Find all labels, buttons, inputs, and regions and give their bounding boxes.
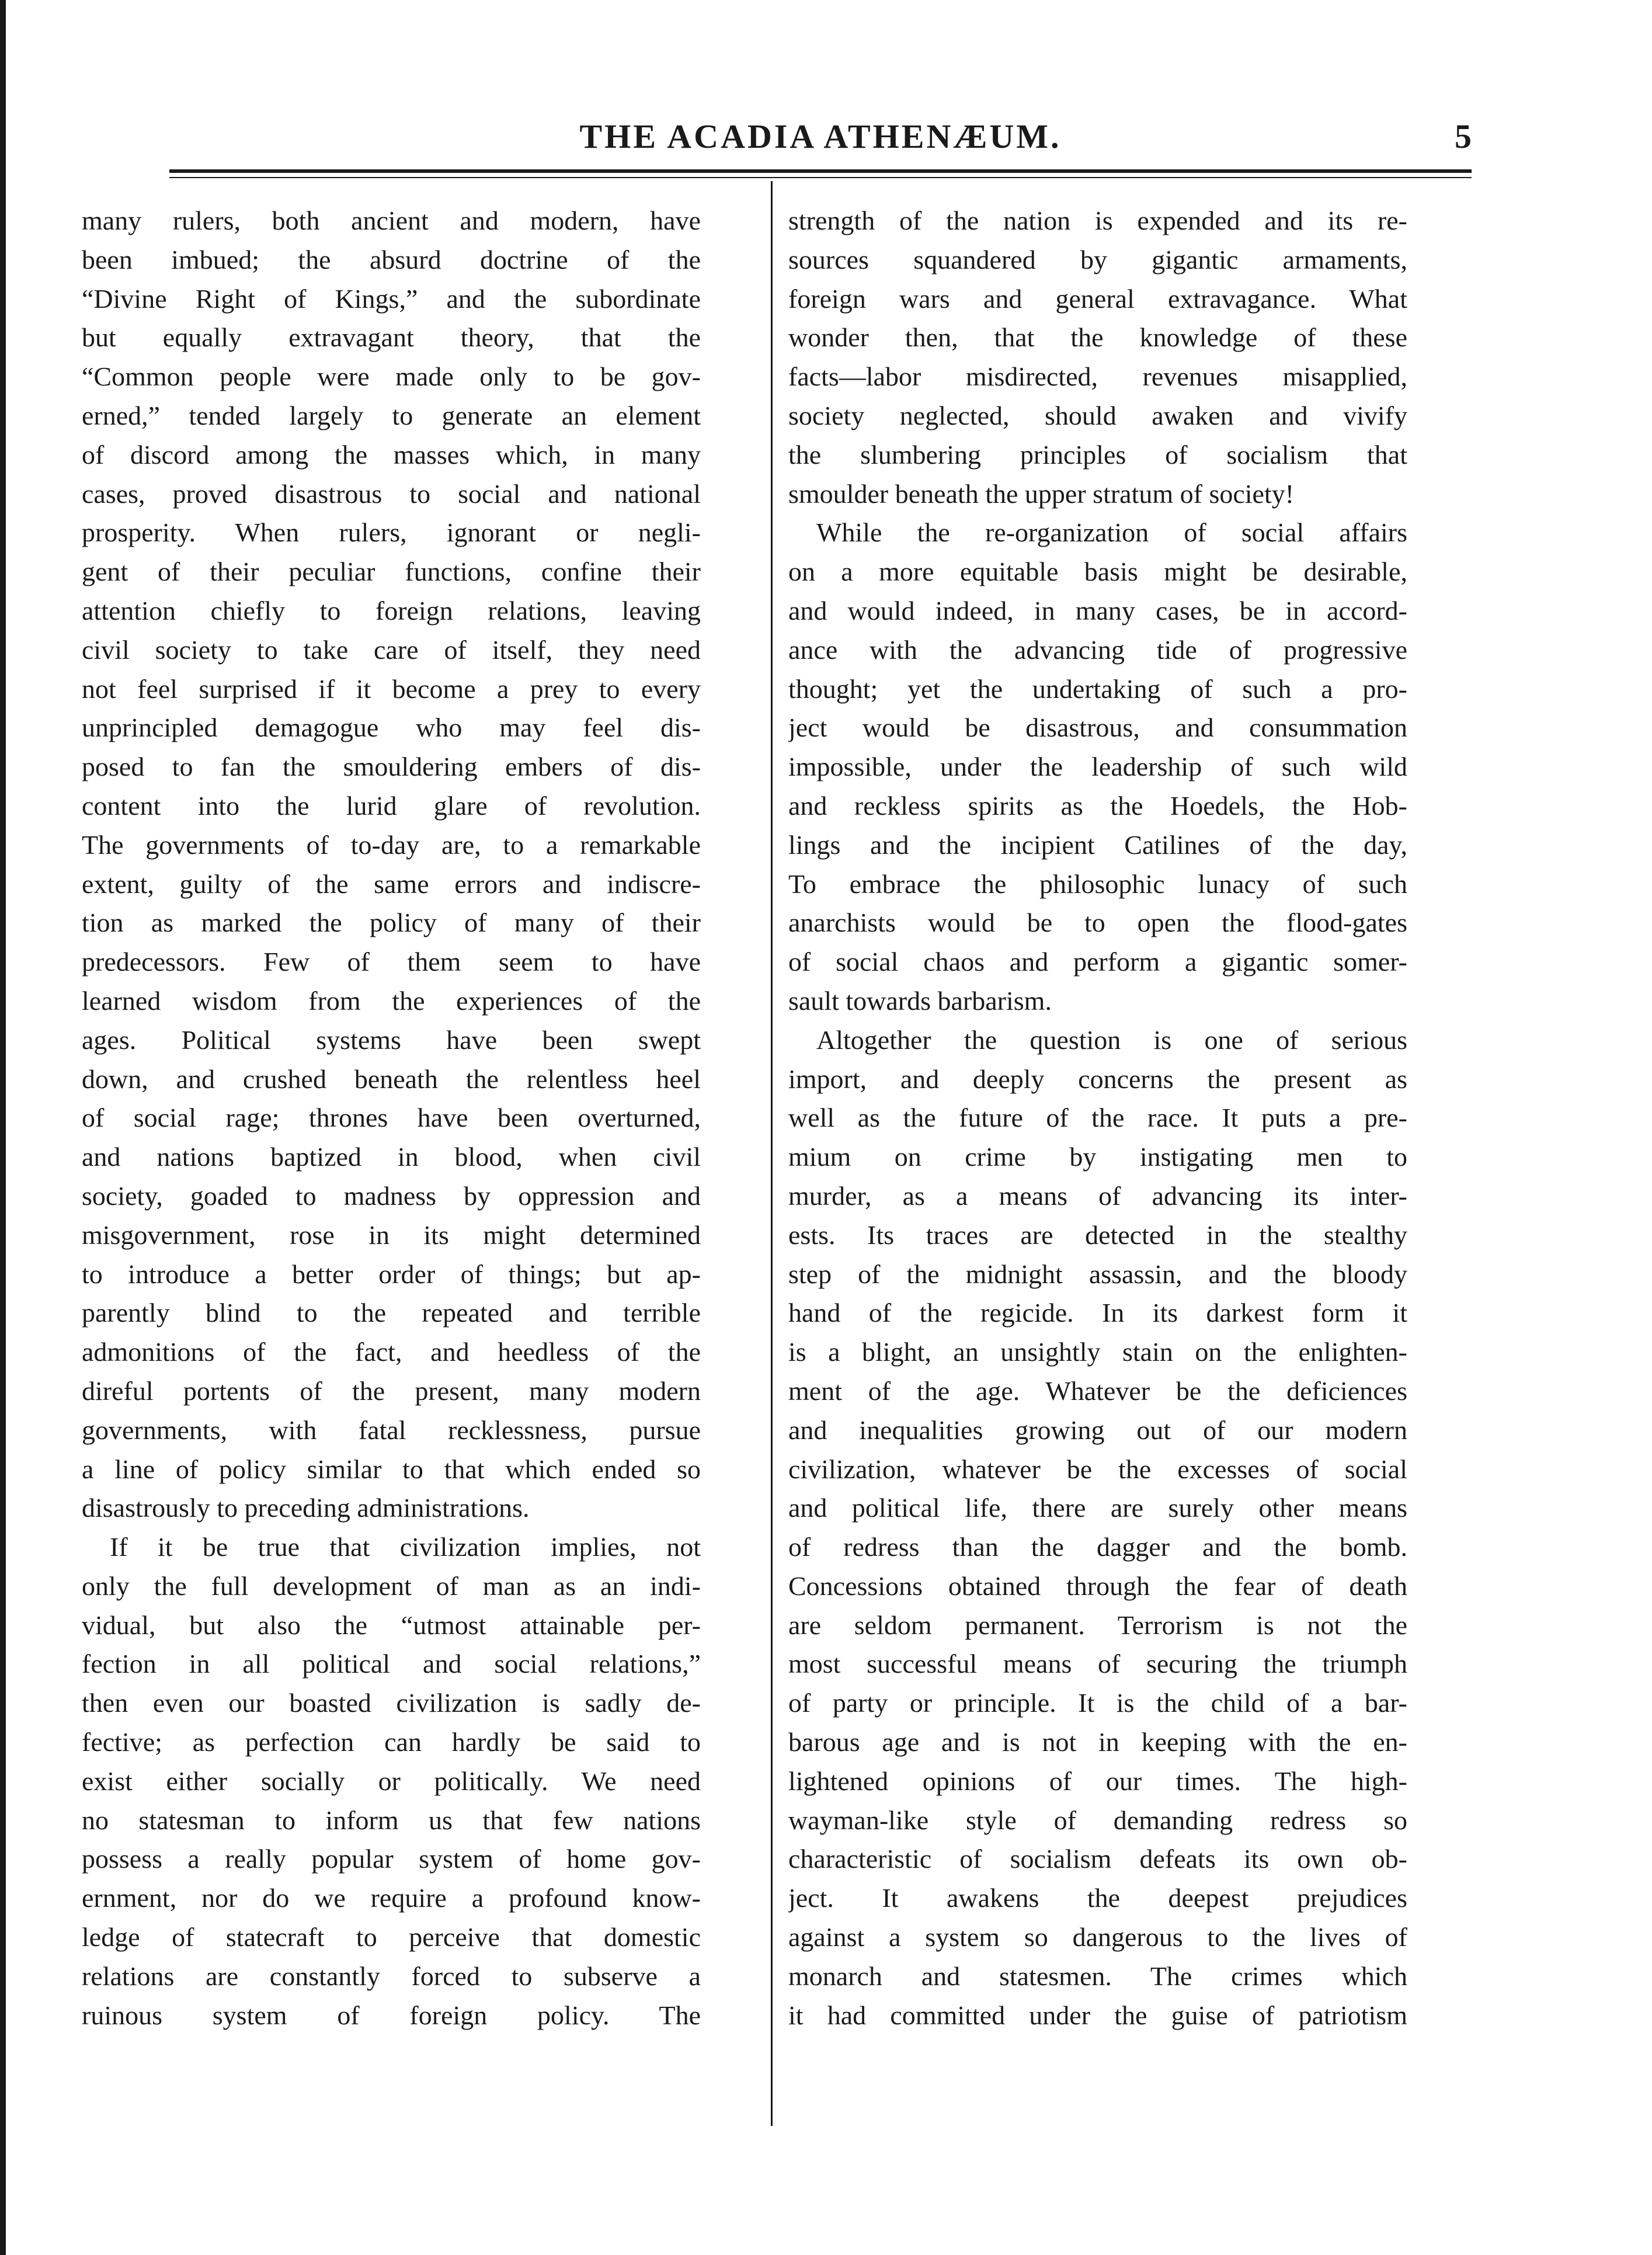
text-line: posed to fan the smouldering embers of dis- [82, 752, 701, 782]
text-line: not feel surprised if it become a prey to every [82, 673, 701, 704]
text-line: is a blight, an unsightly stain on the enlighten- [788, 1337, 1407, 1367]
text-line: no statesman to inform us that few nations [82, 1805, 701, 1835]
text-line: facts—labor misdirected, revenues misapplied, [788, 362, 1407, 392]
text-line: sault towards barbarism. [788, 985, 1052, 1016]
text-line: ests. Its traces are detected in the stealthy [788, 1219, 1407, 1250]
text-line: predecessors. Few of them seem to have [82, 947, 701, 977]
text-line: ages. Political systems have been swept [82, 1024, 701, 1055]
running-header [169, 111, 1472, 164]
header-rule-thin [169, 177, 1472, 178]
text-line: and inequalities growing out of our modern [788, 1415, 1407, 1445]
page-number: 5 [1455, 117, 1472, 155]
text-line: misgovernment, rose in its might determined [82, 1219, 701, 1250]
text-line: hand of the regicide. In its darkest form it [788, 1298, 1407, 1328]
text-line: cases, proved disastrous to social and national [82, 478, 701, 509]
header-rule-thick [169, 169, 1472, 173]
text-line: relations are constantly forced to subserve a [82, 1961, 701, 1991]
text-line: civilization, whatever be the excesses of social [788, 1454, 1407, 1484]
text-line: Altogether the question is one of serious [816, 1024, 1407, 1055]
text-line: civil society to take care of itself, they need [82, 634, 701, 665]
text-line: thought; yet the undertaking of such a pro- [788, 673, 1407, 704]
text-line: direful portents of the present, many modern [82, 1375, 701, 1406]
text-line: attention chiefly to foreign relations, leaving [82, 595, 701, 626]
text-line: fective; as perfection can hardly be said to [82, 1727, 701, 1757]
left-column [82, 201, 701, 2129]
text-line: lings and the incipient Catilines of the day, [788, 829, 1407, 860]
text-line: ruinous system of foreign policy. The [82, 2000, 701, 2030]
text-line: of discord among the masses which, in many [82, 439, 701, 470]
text-line: vidual, but also the “utmost attainable per- [82, 1610, 701, 1640]
text-line: The governments of to-day are, to a remarkable [82, 829, 701, 860]
text-line: wonder then, that the knowledge of these [788, 322, 1407, 353]
text-line: possess a really popular system of home gov- [82, 1844, 701, 1874]
text-line: wayman-like style of demanding redress so [788, 1805, 1407, 1835]
text-line: of social chaos and perform a gigantic somer- [788, 947, 1407, 977]
text-line: murder, as a means of advancing its inter- [788, 1180, 1407, 1211]
text-line: smoulder beneath the upper stratum of society! [788, 478, 1295, 509]
text-line: sources squandered by gigantic armaments, [788, 244, 1407, 275]
text-line: disastrously to preceding administrations. [82, 1493, 530, 1523]
text-line: extent, guilty of the same errors and indiscre- [82, 868, 701, 899]
text-line: exist either socially or politically. We need [82, 1766, 701, 1796]
text-line: but equally extravagant theory, that the [82, 322, 701, 353]
text-line: foreign wars and general extravagance. What [788, 283, 1407, 314]
text-line: learned wisdom from the experiences of the [82, 985, 701, 1016]
text-line: been imbued; the absurd doctrine of the [82, 244, 701, 275]
column-divider [771, 181, 773, 2126]
text-line: monarch and statesmen. The crimes which [788, 1961, 1407, 1991]
journal-title: THE ACADIA ATHENÆUM. [579, 117, 1062, 155]
text-line: step of the midnight assassin, and the bloody [788, 1259, 1407, 1289]
text-line: fection in all political and social relations,” [82, 1649, 701, 1679]
text-line: While the re-organization of social affairs [816, 517, 1407, 548]
text-line: governments, with fatal recklessness, pursue [82, 1415, 701, 1445]
text-line: and reckless spirits as the Hoedels, the Hob- [788, 790, 1407, 821]
text-line: ernment, nor do we require a profound know- [82, 1883, 701, 1913]
right-column [788, 201, 1407, 2129]
text-line: well as the future of the race. It puts a pre- [788, 1103, 1407, 1133]
text-line: then even our boasted civilization is sadly de- [82, 1688, 701, 1718]
text-line: Concessions obtained through the fear of death [788, 1570, 1407, 1601]
text-line: ment of the age. Whatever be the deficiences [788, 1375, 1407, 1406]
text-line: of redress than the dagger and the bomb. [788, 1532, 1407, 1562]
text-line: only the full development of man as an indi- [82, 1570, 701, 1601]
text-line: to introduce a better order of things; but ap- [82, 1259, 701, 1289]
text-line: against a system so dangerous to the lives of [788, 1922, 1407, 1952]
text-line: and nations baptized in blood, when civil [82, 1142, 701, 1172]
text-line: admonitions of the fact, and heedless of the [82, 1337, 701, 1367]
text-line: content into the lurid glare of revolution. [82, 790, 701, 821]
text-line: ject. It awakens the deepest prejudices [788, 1883, 1407, 1913]
text-line: mium on crime by instigating men to [788, 1142, 1407, 1172]
text-line: society, goaded to madness by oppression and [82, 1180, 701, 1211]
text-line: the slumbering principles of socialism that [788, 439, 1407, 470]
text-line: tion as marked the policy of many of their [82, 908, 701, 938]
text-line: society neglected, should awaken and vivify [788, 400, 1407, 430]
text-line: characteristic of socialism defeats its own ob- [788, 1844, 1407, 1874]
text-line: a line of policy similar to that which ended so [82, 1454, 701, 1484]
text-line: of party or principle. It is the child of a bar- [788, 1688, 1407, 1718]
text-line: ject would be disastrous, and consummation [788, 713, 1407, 743]
text-line: of social rage; thrones have been overturned, [82, 1103, 701, 1133]
text-line: ledge of statecraft to perceive that domestic [82, 1922, 701, 1952]
text-line: import, and deeply concerns the present as [788, 1064, 1407, 1094]
text-line: erned,” tended largely to generate an element [82, 400, 701, 430]
text-line: To embrace the philosophic lunacy of such [788, 868, 1407, 899]
text-line: impossible, under the leadership of such wild [788, 752, 1407, 782]
page-edge-bar [0, 0, 6, 2255]
text-line: parently blind to the repeated and terrible [82, 1298, 701, 1328]
text-line: and political life, there are surely other means [788, 1493, 1407, 1523]
text-line: If it be true that civilization implies, not [110, 1532, 701, 1562]
text-line: “Divine Right of Kings,” and the subordinate [82, 283, 701, 314]
text-line: are seldom permanent. Terrorism is not the [788, 1610, 1407, 1640]
text-line: anarchists would be to open the flood-gates [788, 908, 1407, 938]
text-line: on a more equitable basis might be desirable, [788, 557, 1407, 587]
text-line: lightened opinions of our times. The high- [788, 1766, 1407, 1796]
text-line: barous age and is not in keeping with the en- [788, 1727, 1407, 1757]
text-line: prosperity. When rulers, ignorant or negli- [82, 517, 701, 548]
text-line: many rulers, both ancient and modern, have [82, 206, 701, 235]
text-line: it had committed under the guise of patriotism [788, 2000, 1407, 2030]
left-column-text [82, 201, 701, 2035]
text-line: unprincipled demagogue who may feel dis- [82, 713, 701, 743]
text-line: most successful means of securing the triumph [788, 1649, 1407, 1679]
text-line: down, and crushed beneath the relentless heel [82, 1064, 701, 1094]
right-column-text [788, 201, 1407, 2035]
text-line: “Common people were made only to be gov- [82, 362, 701, 392]
text-line: gent of their peculiar functions, confine their [82, 557, 701, 587]
text-line: and would indeed, in many cases, be in accord- [788, 595, 1407, 626]
text-line: strength of the nation is expended and its re- [788, 206, 1407, 235]
text-line: ance with the advancing tide of progressive [788, 634, 1407, 665]
